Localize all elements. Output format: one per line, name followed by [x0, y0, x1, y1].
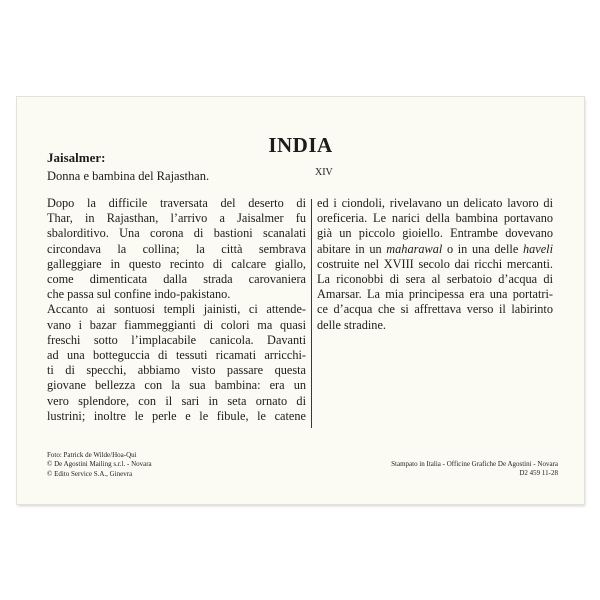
italic-term-maharawal: maharawal	[386, 241, 443, 256]
text-line: Dopo la difficile traversata del deserto di	[47, 196, 306, 210]
italic-term-haveli: haveli	[522, 241, 553, 256]
text-line: giovane bellezza con la sua bambina: era un	[47, 378, 306, 393]
text-line: lustrini; inoltre le perle e le fibule, le catene	[47, 408, 306, 423]
card-number: XIV	[315, 167, 333, 178]
copyright-line: © De Agostini Mailing s.r.l. - Novara	[47, 460, 152, 469]
place-title: Jaisalmer:	[47, 150, 106, 165]
text-column-left	[47, 196, 306, 424]
text-line: circondava la collina; la città sembrava	[47, 241, 306, 256]
text-line: ti di specchi, abbiamo visto passare questa	[47, 363, 306, 378]
text-column-right	[317, 196, 553, 333]
column-divider	[311, 199, 312, 428]
text-line: Thar, in Rajasthan, l’arrivo a Jaisalmer fu	[47, 211, 306, 226]
photo-credit: Foto: Patrick de Wilde/Hoa-Qui	[47, 451, 137, 459]
text-line: ce d’acqua che si affrettava verso il labirinto	[317, 302, 553, 317]
photo-credits	[47, 451, 152, 479]
text-line: come dimenticata dalla strada carovaniera	[47, 272, 306, 287]
text-fragment: o in una delle	[442, 241, 523, 256]
text-line: oreficeria. Le narici della bambina portavano	[317, 211, 553, 226]
text-line: vero splendore, con il sari in seta ornato di	[47, 393, 306, 408]
text-line: sbalorditivo. Una corona di bastioni scanalati	[47, 226, 306, 241]
text-line: ad una botteguccia di tessuti ricamati arricchi-	[47, 348, 306, 363]
text-fragment: abitare in un	[317, 241, 387, 256]
text-line: delle stradine.	[317, 317, 386, 332]
postcard-back	[17, 97, 584, 504]
text-line	[317, 242, 553, 257]
text-line: già un piccolo gioiello. Entrambe dovevano	[317, 226, 553, 241]
country-heading: INDIA	[268, 133, 333, 157]
text-line: freschi sotto l’implacabile canicola. Davanti	[47, 332, 306, 347]
text-line: vano i bazar fiammeggianti di colori ma quasi	[47, 317, 306, 332]
text-line: ed i ciondoli, rivelavano un delicato lavoro di	[317, 196, 553, 210]
text-line: Amarsar. La mia principessa era una portatri-	[317, 287, 553, 302]
text-line: La riconobbi di sera al serbatoio d’acqua di	[317, 272, 553, 287]
text-line: Accanto ai sontuosi templi jainisti, ci attende-	[47, 302, 306, 317]
text-line: galleggiare in questo recinto di calcare giallo,	[47, 256, 306, 271]
printer-info	[391, 460, 558, 479]
card-subtitle: Donna e bambina del Rajasthan.	[47, 169, 210, 183]
product-code: D2 459 11-28	[519, 469, 558, 478]
text-line: costruite nel XVIII secolo dai ricchi mercanti.	[317, 256, 553, 271]
text-line: che passa sul confine indo-pakistano.	[47, 287, 231, 302]
printer-line: Stampato in Italia - Officine Grafiche De Agostini - Novara	[391, 460, 558, 468]
copyright-line: © Edito Service S.A., Ginevra	[47, 469, 133, 478]
